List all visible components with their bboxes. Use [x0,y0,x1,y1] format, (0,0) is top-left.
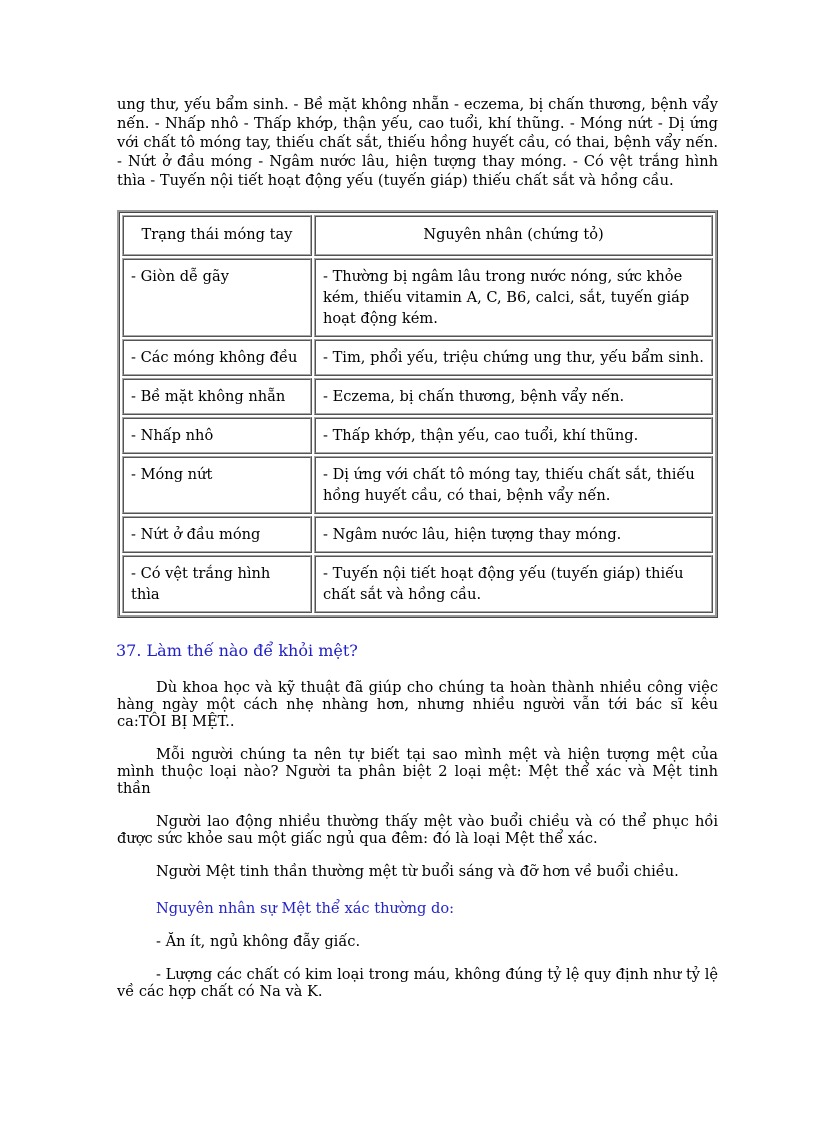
body-paragraph: Người lao động nhiều thường thấy mệt vào buổi chiều và có thể phục hồi được sức khỏe sau một giấc ngủ qua đêm: đó là loại Mệt thể xác. [117,813,718,847]
table-cell-cause: - Thường bị ngâm lâu trong nước nóng, sức khỏe kém, thiếu vitamin A, C, B6, calci, sắt, tuyến giáp hoạt động kém. [314,258,713,337]
table-row [122,258,713,337]
table-cell-state: - Có vệt trắng hình thìa [122,555,312,613]
table-cell-cause: - Thấp khớp, thận yếu, cao tuổi, khí thũng. [314,417,713,454]
table-row [122,417,713,454]
table-cell-cause: - Dị ứng với chất tô móng tay, thiếu chất sắt, thiếu hồng huyết cầu, có thai, bệnh vẩy nến. [314,456,713,514]
table-row [122,516,713,553]
table-cell-state: - Nứt ở đầu móng [122,516,312,553]
subheading: Nguyên nhân sự Mệt thể xác thường do: [156,900,455,917]
table-cell-state: - Các móng không đều [122,339,312,376]
cause-item: - Lượng các chất có kim loại trong máu, không đúng tỷ lệ quy định như tỷ lệ về các hợp chất có Na và K. [117,966,718,1000]
body-paragraph: Người Mệt tinh thần thường mệt từ buổi sáng và đỡ hơn về buổi chiều. [156,863,679,880]
table-header-state: Trạng thái móng tay [122,215,312,256]
table-cell-cause: - Tuyến nội tiết hoạt động yếu (tuyến giáp) thiếu chất sắt và hồng cầu. [314,555,713,613]
table-cell-cause: - Ngâm nước lâu, hiện tượng thay móng. [314,516,713,553]
cause-item: - Ăn ít, ngủ không đẫy giấc. [156,933,361,950]
table-cell-cause: - Eczema, bị chấn thương, bệnh vẩy nến. [314,378,713,415]
table-row [122,555,713,613]
table-cell-state: - Bề mặt không nhẵn [122,378,312,415]
table-header-row [122,215,713,256]
intro-paragraph: ung thư, yếu bẩm sinh. - Bề mặt không nhẵn - eczema, bị chấn thương, bệnh vẩy nến. - Nhấp nhô - Thấp khớp, thận yếu, cao tuổi, khí thũng. - Móng nứt - Dị ứng với chất tô móng tay, thiếu chất sắt, thiếu hồng huyết cầu, có thai, bệnh vẩy nến. - Nứt ở đầu móng - Ngâm nước lâu, hiện tượng thay móng. - Có vệt trắng hình thìa - Tuyến nội tiết hoạt động yếu (tuyến giáp) thiếu chất sắt và hồng cầu. [117,96,718,189]
table-cell-state: - Giòn dễ gãy [122,258,312,337]
table-cell-cause: - Tim, phổi yếu, triệu chứng ung thư, yếu bẩm sinh. [314,339,713,376]
body-paragraph: Mỗi người chúng ta nên tự biết tại sao mình mệt và hiện tượng mệt của mình thuộc loại nào? Người ta phân biệt 2 loại mệt: Mệt thể xác và Mệt tinh thần [117,746,718,797]
table-cell-state: - Móng nứt [122,456,312,514]
table-row [122,456,713,514]
table-cell-state: - Nhấp nhô [122,417,312,454]
body-paragraph: Dù khoa học và kỹ thuật đã giúp cho chúng ta hoàn thành nhiều công việc hàng ngày một cách nhẹ nhàng hơn, nhưng nhiều người vẫn tới bác sĩ kêu ca:TÔI BỊ MỆT.. [117,679,718,730]
table-row [122,339,713,376]
nail-condition-table [117,210,718,618]
section-heading: 37. Làm thế nào để khỏi mệt? [116,641,358,660]
table-header-cause: Nguyên nhân (chứng tỏ) [314,215,713,256]
table-row [122,378,713,415]
